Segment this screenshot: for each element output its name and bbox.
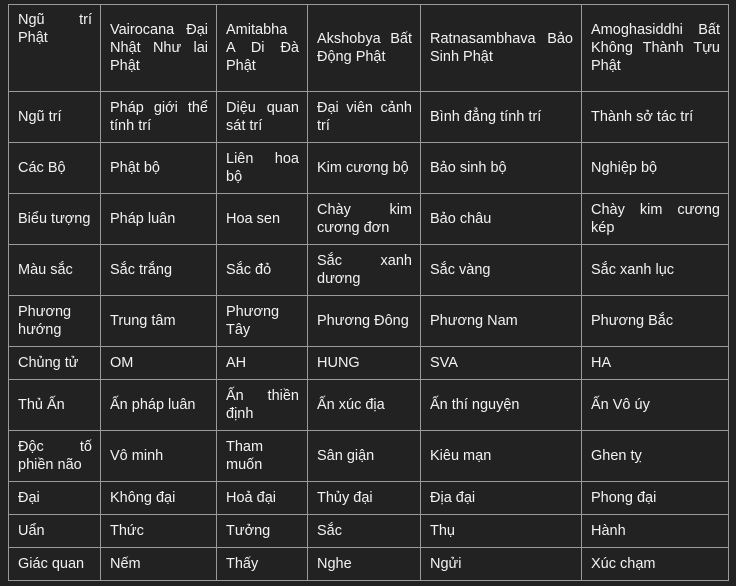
table-row-label: Màu sắc — [9, 245, 101, 296]
table-row — [9, 245, 729, 296]
table-row — [9, 380, 729, 431]
table-row — [9, 92, 729, 143]
table-row-label: Giác quan — [9, 548, 101, 581]
table-cell: Ấn thí nguyện — [421, 380, 582, 431]
table-cell: Không đại — [101, 482, 217, 515]
table-cell: HA — [582, 347, 729, 380]
table-cell: Vô minh — [101, 431, 217, 482]
table-row — [9, 296, 729, 347]
table-cell: Ấn thiền định — [217, 380, 308, 431]
table-header-cell: Vairocana Đại Nhật Như lai Phật — [101, 5, 217, 92]
table-row — [9, 482, 729, 515]
table-cell: Thấy — [217, 548, 308, 581]
table-cell: Xúc chạm — [582, 548, 729, 581]
table-cell: Nếm — [101, 548, 217, 581]
table-row — [9, 347, 729, 380]
table-cell: Kiêu mạn — [421, 431, 582, 482]
table-row-label: Các Bộ — [9, 143, 101, 194]
table-cell: Ấn pháp luân — [101, 380, 217, 431]
table-cell: Đại viên cảnh trí — [308, 92, 421, 143]
table-cell: Ghen tỵ — [582, 431, 729, 482]
table-cell: Phương Tây — [217, 296, 308, 347]
table-cell: Trung tâm — [101, 296, 217, 347]
table-row-label: Đại — [9, 482, 101, 515]
table-row-label: Độc tố phiền não — [9, 431, 101, 482]
table-row-label: Chủng tử — [9, 347, 101, 380]
table-cell: Sắc xanh lục — [582, 245, 729, 296]
table-row-label: Biểu tượng — [9, 194, 101, 245]
table-cell: Sân giận — [308, 431, 421, 482]
table-cell: Bảo sinh bộ — [421, 143, 582, 194]
table-row-label: Uẩn — [9, 515, 101, 548]
table-cell: Kim cương bộ — [308, 143, 421, 194]
table-cell: Pháp giới thể tính trí — [101, 92, 217, 143]
table-cell: Diệu quan sát trí — [217, 92, 308, 143]
table-cell: Pháp luân — [101, 194, 217, 245]
table-cell: Phương Nam — [421, 296, 582, 347]
table-header-cell: Akshobya Bất Động Phật — [308, 5, 421, 92]
table-cell: Phương Đông — [308, 296, 421, 347]
table-cell: Thụ — [421, 515, 582, 548]
table-cell: Thức — [101, 515, 217, 548]
table-cell: Sắc — [308, 515, 421, 548]
table-cell: Chày kim cương kép — [582, 194, 729, 245]
table-cell: Liên hoa bộ — [217, 143, 308, 194]
table-cell: Tham muốn — [217, 431, 308, 482]
table-cell: HUNG — [308, 347, 421, 380]
table-header-cell: Amitabha A Di Đà Phật — [217, 5, 308, 92]
table-cell: Nghiệp bộ — [582, 143, 729, 194]
table-cell: Thành sở tác trí — [582, 92, 729, 143]
table-row-label: Thủ Ấn — [9, 380, 101, 431]
table-row — [9, 194, 729, 245]
table-row — [9, 431, 729, 482]
table-cell: Sắc vàng — [421, 245, 582, 296]
table-cell: Sắc đỏ — [217, 245, 308, 296]
table-cell: Ấn xúc địa — [308, 380, 421, 431]
table-cell: Phương Bắc — [582, 296, 729, 347]
table-cell: SVA — [421, 347, 582, 380]
table-cell: Sắc xanh dương — [308, 245, 421, 296]
table-cell: Hoa sen — [217, 194, 308, 245]
table-row — [9, 143, 729, 194]
table-header-cell: Ratnasambhava Bảo Sinh Phật — [421, 5, 582, 92]
table-row — [9, 515, 729, 548]
table-cell: Hành — [582, 515, 729, 548]
table-row — [9, 548, 729, 581]
table-cell: Địa đại — [421, 482, 582, 515]
table-cell: Hoả đại — [217, 482, 308, 515]
table-header-row — [9, 5, 729, 92]
table-cell: Nghe — [308, 548, 421, 581]
table-cell: Ngửi — [421, 548, 582, 581]
table-row-label: Phương hướng — [9, 296, 101, 347]
table-cell: Sắc trắng — [101, 245, 217, 296]
table-header-cell: Ngũ trí Phật — [9, 5, 101, 92]
table-cell: OM — [101, 347, 217, 380]
table-cell: Phật bộ — [101, 143, 217, 194]
table-row-label: Ngũ trí — [9, 92, 101, 143]
table-header-cell: Amoghasiddhi Bất Không Thành Tựu Phật — [582, 5, 729, 92]
table-cell: Chày kim cương đơn — [308, 194, 421, 245]
table-cell: Tưởng — [217, 515, 308, 548]
table-cell: Thủy đại — [308, 482, 421, 515]
five-buddhas-table — [8, 4, 729, 581]
table-cell: Phong đại — [582, 482, 729, 515]
table-cell: Bảo châu — [421, 194, 582, 245]
table-cell: AH — [217, 347, 308, 380]
table-cell: Bình đẳng tính trí — [421, 92, 582, 143]
table-cell: Ấn Vô úy — [582, 380, 729, 431]
